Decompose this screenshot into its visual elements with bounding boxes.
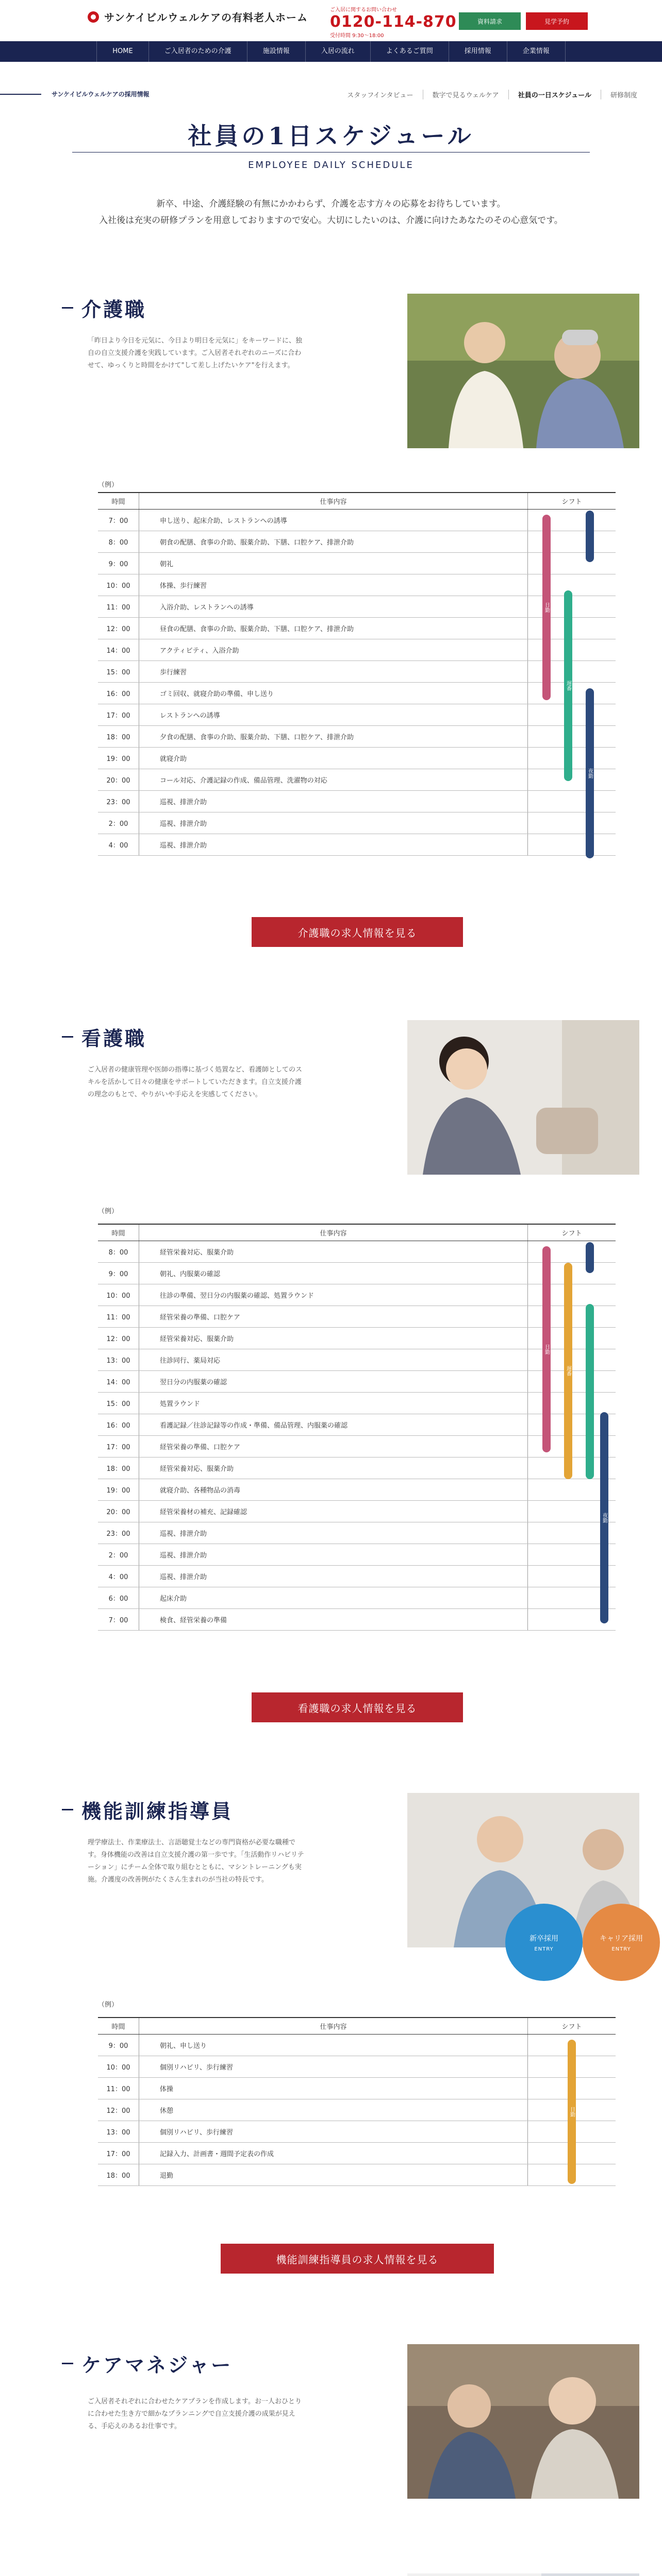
row-task: 経管栄養の準備、口腔ケア: [139, 1306, 528, 1327]
row-task: 朝礼: [139, 553, 528, 574]
section-dash: [62, 2363, 73, 2364]
table-row: [98, 769, 616, 791]
row-time: 4：00: [98, 834, 139, 855]
row-task: ゴミ回収、就寝介助の準備、申し送り: [139, 683, 528, 704]
row-time: 23：00: [98, 791, 139, 812]
header-shift: シフト: [561, 1230, 582, 1238]
row-time: 20：00: [98, 769, 139, 790]
schedule-header: [98, 1225, 616, 1241]
row-time: 17：00: [98, 704, 139, 725]
table-row: [98, 1414, 616, 1436]
row-task: 昼食の配膳、食事の介助、服薬介助、下膳、口腔ケア、排泄介助: [139, 618, 528, 639]
table-row: [98, 596, 616, 618]
row-task: 巡視、排泄介助: [139, 812, 528, 834]
row-shift: [528, 553, 616, 574]
table-row: [98, 1479, 616, 1501]
row-task: 巡視、排泄介助: [139, 1566, 528, 1587]
header-task: 仕事内容: [139, 493, 528, 509]
row-task: 巡視、排泄介助: [139, 791, 528, 812]
table-row: [98, 1241, 616, 1263]
shift-bar-day: 日勤: [568, 2040, 576, 2184]
nav-item-home[interactable]: HOME: [96, 41, 148, 62]
badge-en: ENTRY: [534, 1946, 554, 1952]
row-task: 体操、歩行練習: [139, 574, 528, 596]
section-kango-head: [62, 1023, 146, 1051]
row-time: 15：00: [98, 661, 139, 682]
row-shift: [528, 834, 616, 855]
row-task: 体操: [139, 2078, 528, 2099]
table-row: [98, 531, 616, 553]
schedule-table-kinou: [98, 2017, 616, 2186]
row-task: 処置ラウンド: [139, 1393, 528, 1414]
row-time: 13：00: [98, 1349, 139, 1370]
badge-career[interactable]: [583, 1904, 660, 1981]
nav-item-flow[interactable]: 入居の流れ: [306, 41, 371, 62]
row-time: 11：00: [98, 2078, 139, 2099]
row-task: 看護記録／往診記録等の作成・準備、備品管理、内服薬の確認: [139, 1414, 528, 1435]
header-time: 時間: [98, 2018, 139, 2034]
row-task: 巡視、排泄介助: [139, 1522, 528, 1544]
row-task: 経管栄養対応、服薬介助: [139, 1458, 528, 1479]
shift-bar-late: 遅番: [564, 590, 572, 781]
section-desc-kango: ご入居者の健康管理や医師の指導に基づく処置など、看護師としてのスキルを活かして日々の健康をサポートしていただきます。自立支援介護の理念のもとで、やりがいや手応えを実感してください。: [88, 1066, 303, 1098]
row-time: 9：00: [98, 2035, 139, 2056]
shift-bar-night-early: [586, 1242, 594, 1273]
subnav-title: サンケイビルウェルケアの採用情報: [52, 91, 150, 98]
subnav-item-data[interactable]: 数字で見るウェルケア: [423, 90, 508, 99]
table-row: [98, 2099, 616, 2121]
cta-kinou-button[interactable]: 機能訓練指導員の求人情報を見る: [221, 2244, 494, 2274]
schedule-rows: [98, 1241, 616, 1631]
row-time: 10：00: [98, 1284, 139, 1306]
row-time: 12：00: [98, 618, 139, 639]
row-time: 11：00: [98, 596, 139, 617]
row-task: 夕食の配膳、食事の介助、服薬介助、下膳、口腔ケア、排泄介助: [139, 726, 528, 747]
tel-note: ご入居に関するお問い合わせ: [330, 7, 397, 13]
table-row: [98, 1328, 616, 1349]
table-row: [98, 748, 616, 769]
table-row: [98, 1501, 616, 1522]
table-row: [98, 574, 616, 596]
row-time: 11：00: [98, 1306, 139, 1327]
row-time: 7：00: [98, 1609, 139, 1630]
row-task: 往診同行、薬局対応: [139, 1349, 528, 1370]
row-time: 9：00: [98, 553, 139, 574]
row-task: アクティビティ、入浴介助: [139, 639, 528, 660]
section-title-kaigo: 介護職: [81, 298, 147, 321]
row-time: 18：00: [98, 2164, 139, 2185]
nav-item-recruit[interactable]: 採用情報: [449, 41, 507, 62]
section-title-kinou: 機能訓練指導員: [81, 1800, 234, 1823]
table-row: [98, 639, 616, 661]
schedule-table-kango: [98, 1224, 616, 1631]
section-title-care: ケアマネジャー: [81, 2353, 233, 2377]
nav-item-care[interactable]: ご入居者のための介護: [149, 41, 247, 62]
subnav-item-schedule[interactable]: 社員の一日スケジュール: [508, 90, 601, 99]
example-label: （例）: [98, 481, 119, 489]
site-header: [0, 0, 662, 41]
row-task: コール対応、介護記録の作成、備品管理、洗濯物の対応: [139, 769, 528, 790]
row-shift: [528, 812, 616, 834]
table-row: [98, 1609, 616, 1631]
row-task: 翌日分の内服薬の確認: [139, 1371, 528, 1392]
schedule-rows: [98, 510, 616, 856]
recruit-subnav: [0, 87, 662, 107]
schedule-header: [98, 493, 616, 510]
table-row: [98, 683, 616, 704]
row-task: 退勤: [139, 2164, 528, 2185]
row-time: 17：00: [98, 1436, 139, 1457]
row-task: 歩行練習: [139, 661, 528, 682]
section-kaigo-head: [62, 294, 146, 322]
row-task: 経管栄養対応、服薬介助: [139, 1328, 528, 1349]
row-task: 経管栄養材の補充、記録確認: [139, 1501, 528, 1522]
table-row: [98, 1284, 616, 1306]
cta-kaigo-button[interactable]: 介護職の求人情報を見る: [252, 917, 463, 947]
row-time: 2：00: [98, 1544, 139, 1565]
table-row: [98, 510, 616, 531]
row-task: 入浴介助、レストランへの誘導: [139, 596, 528, 617]
row-time: 14：00: [98, 639, 139, 660]
table-row: [98, 2056, 616, 2078]
visit-reserve-button[interactable]: 見学予約: [526, 12, 588, 30]
row-task: 朝食の配膳、食事の介助、服薬介助、下膳、口腔ケア、排泄介助: [139, 531, 528, 552]
table-row: [98, 1522, 616, 1544]
table-row: [98, 1393, 616, 1414]
row-task: 個別リハビリ、歩行練習: [139, 2121, 528, 2142]
logo-text: サンケイビルウェルケアの有料老人ホーム: [104, 11, 308, 24]
row-time: 14：00: [98, 1371, 139, 1392]
row-time: 8：00: [98, 531, 139, 552]
row-time: 7：00: [98, 510, 139, 531]
table-row: [98, 2164, 616, 2186]
row-time: 18：00: [98, 726, 139, 747]
nav-item-company[interactable]: 企業情報: [507, 41, 566, 62]
section-desc-care: ご入居者それぞれに合わせたケアプランを作成します。お一人おひとりに合わせた生き方で細かなプランニングで自立支援介護の成果が見える、手応えのあるお仕事です。: [88, 2398, 302, 2430]
header-contact: [330, 5, 459, 39]
request-docs-button[interactable]: 資料請求: [459, 12, 521, 30]
row-time: 10：00: [98, 2056, 139, 2077]
page-title-en: EMPLOYEE DAILY SCHEDULE: [248, 160, 414, 171]
header-shift: シフト: [561, 498, 582, 506]
row-task: 朝礼、内服薬の確認: [139, 1263, 528, 1284]
table-row: [98, 2121, 616, 2143]
row-time: 6：00: [98, 1587, 139, 1608]
row-task: 個別リハビリ、歩行練習: [139, 2056, 528, 2077]
table-row: [98, 2143, 616, 2164]
row-task: 巡視、排泄介助: [139, 1544, 528, 1565]
tel-number[interactable]: 0120-114-870: [330, 13, 457, 31]
shift-bar-night: 夜勤: [600, 1412, 608, 1623]
row-time: 8：00: [98, 1241, 139, 1262]
table-row: [98, 2035, 616, 2056]
shift-bar-day: 日勤: [542, 515, 551, 700]
table-row: [98, 661, 616, 683]
section-kinou-head: [62, 1795, 233, 1824]
row-shift: [528, 510, 616, 531]
table-row: [98, 1263, 616, 1284]
photo-care: [407, 2344, 639, 2499]
row-time: 2：00: [98, 812, 139, 834]
page-title: 社員の1日スケジュール: [188, 122, 474, 150]
badge-label: キャリア採用: [600, 1934, 643, 1943]
row-shift: [528, 1241, 616, 1262]
schedule-table-kaigo: [98, 492, 616, 856]
row-shift: [528, 791, 616, 812]
row-task: 経管栄養の準備、口腔ケア: [139, 1436, 528, 1457]
shift-bar-late: 遅番: [564, 1263, 572, 1479]
row-time: 15：00: [98, 1393, 139, 1414]
row-task: 就寝介助、各種物品の消毒: [139, 1479, 528, 1500]
table-row: [98, 553, 616, 574]
table-row: [98, 791, 616, 812]
example-label: （例）: [98, 2001, 119, 2009]
nav-item-facility[interactable]: 施設情報: [247, 41, 306, 62]
badge-new-graduate[interactable]: [505, 1904, 583, 1981]
section-desc-kaigo: 「昨日より今日を元気に、今日より明日を元気に」をキーワードに、独自の自立支援介護を実践しています。ご入居者それぞれのニーズに合わせて、ゆっくりと時間をかけて"して差し上げたいケア"を行えます。: [88, 337, 303, 369]
header-task: 仕事内容: [139, 2018, 528, 2034]
row-time: 12：00: [98, 2099, 139, 2121]
row-time: 10：00: [98, 574, 139, 596]
row-time: 4：00: [98, 1566, 139, 1587]
row-shift: [528, 531, 616, 552]
section-dash: [62, 1036, 73, 1038]
table-row: [98, 618, 616, 639]
schedule-rows: [98, 2035, 616, 2186]
row-task: 巡視、排泄介助: [139, 834, 528, 855]
badge-label: 新卒採用: [529, 1934, 558, 1943]
subnav-item-interview[interactable]: スタッフインタビュー: [347, 92, 413, 99]
section-care-head: [62, 2349, 233, 2378]
photo-honsha: [407, 2573, 639, 2576]
tel-hours: 受付時間 9:30〜18:00: [330, 33, 384, 39]
row-task: 休憩: [139, 2099, 528, 2121]
row-time: 9：00: [98, 1263, 139, 1284]
table-row: [98, 1587, 616, 1609]
subnav-item-training[interactable]: 研修制度: [601, 90, 647, 99]
shift-bar-day: 日勤: [542, 1246, 551, 1452]
row-time: 13：00: [98, 2121, 139, 2142]
row-task: 往診の準備、翌日分の内服薬の確認、処置ラウンド: [139, 1284, 528, 1306]
section-title-kango: 看護職: [81, 1027, 147, 1050]
shift-bar-night-early: [586, 511, 594, 562]
table-row: [98, 1544, 616, 1566]
row-task: 起床介助: [139, 1587, 528, 1608]
logo-icon: [88, 11, 99, 23]
header-task: 仕事内容: [139, 1225, 528, 1241]
row-task: 朝礼、申し送り: [139, 2035, 528, 2056]
row-time: 18：00: [98, 1458, 139, 1479]
schedule-header: [98, 2018, 616, 2035]
shift-bar-night: 夜勤: [586, 688, 594, 858]
table-row: [98, 1436, 616, 1458]
row-time: 20：00: [98, 1501, 139, 1522]
example-label: （例）: [98, 1208, 119, 1215]
table-row: [98, 2078, 616, 2099]
photo-kango: [407, 1020, 639, 1175]
row-task: 経管栄養対応、服薬介助: [139, 1241, 528, 1262]
table-row: [98, 704, 616, 726]
row-task: 記録入力、計画書・週間予定表の作成: [139, 2143, 528, 2164]
table-row: [98, 812, 616, 834]
header-time: 時間: [98, 493, 139, 509]
table-row: [98, 834, 616, 856]
photo-kaigo: [407, 294, 639, 448]
row-task: レストランへの誘導: [139, 704, 528, 725]
logo[interactable]: [88, 9, 308, 24]
intro-line-1: 新卒、中途、介護経験の有無にかかわらず、介護を志す方々の応募をお待ちしています。: [156, 199, 506, 209]
intro-line-2: 入社後は充実の研修プランを用意しておりますので安心。大切にしたいのは、介護に向けたあなたのその心意気です。: [99, 215, 563, 226]
row-time: 16：00: [98, 683, 139, 704]
subnav-divider: [0, 94, 41, 95]
nav-item-faq[interactable]: よくあるご質問: [371, 41, 449, 62]
section-dash: [62, 307, 73, 309]
section-dash: [62, 1809, 73, 1810]
row-time: 19：00: [98, 1479, 139, 1500]
header-time: 時間: [98, 1225, 139, 1241]
row-time: 12：00: [98, 1328, 139, 1349]
row-task: 就寝介助: [139, 748, 528, 769]
global-nav: [0, 41, 662, 62]
header-shift: シフト: [561, 2023, 582, 2031]
table-row: [98, 1566, 616, 1587]
row-time: 17：00: [98, 2143, 139, 2164]
row-time: 16：00: [98, 1414, 139, 1435]
table-row: [98, 1371, 616, 1393]
table-row: [98, 1306, 616, 1328]
cta-kango-button[interactable]: 看護職の求人情報を見る: [252, 1692, 463, 1722]
section-desc-kinou: 理学療法士、作業療法士、言語聴覚士などの専門資格が必要な職種です。身体機能の改善は自立支援介護の第一歩です。「生活動作リハビリテーション」にチーム全体で取り組むとともに、マシントレーニングも実施。介護度の改善例がたくさん生まれのが当社の特長です。: [88, 1839, 304, 1884]
badge-en: ENTRY: [611, 1946, 631, 1952]
row-task: 申し送り、起床介助、レストランへの誘導: [139, 510, 528, 531]
row-time: 19：00: [98, 748, 139, 769]
table-row: [98, 1458, 616, 1479]
shift-bar-mid: [586, 1304, 594, 1479]
table-row: [98, 1349, 616, 1371]
row-time: 23：00: [98, 1522, 139, 1544]
row-task: 検食、経管栄養の準備: [139, 1609, 528, 1630]
page-intro: [0, 196, 662, 229]
table-row: [98, 726, 616, 748]
